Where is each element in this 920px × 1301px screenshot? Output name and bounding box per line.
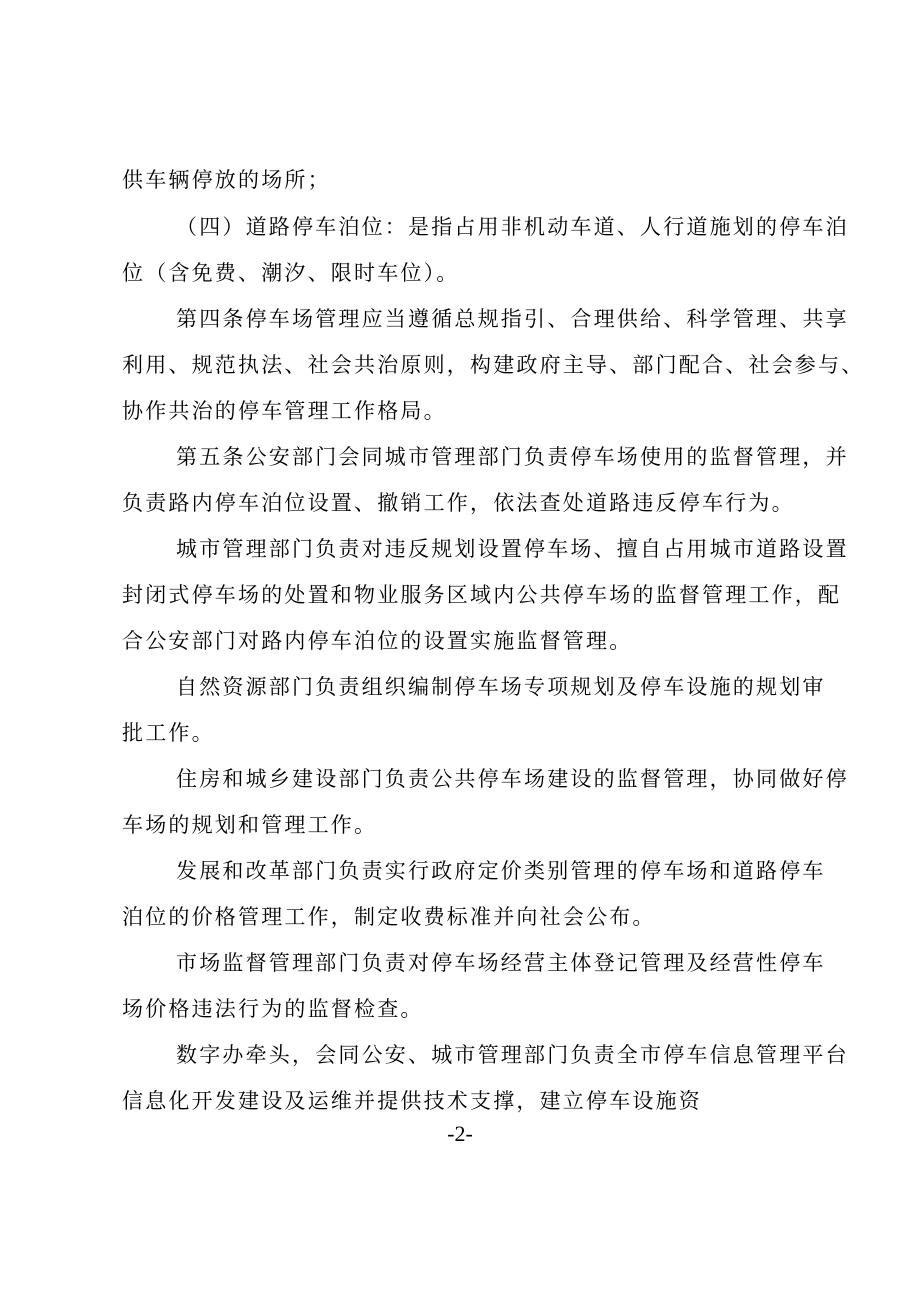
text-line: 车场的规划和管理工作。 (122, 813, 378, 837)
text-line: 批工作。 (122, 721, 215, 745)
text-line: 第四条停车场管理应当遵循总规指引、合理供给、科学管理、共享 (176, 307, 849, 331)
text-line: 信息化开发建设及运维并提供技术支撑，建立停车设施资 (122, 1089, 702, 1113)
text-line: 泊位的价格管理工作，制定收费标准并向社会公布。 (122, 905, 656, 929)
text-line: 城市管理部门负责对违反规划设置停车场、擅自占用城市道路设置 (176, 537, 849, 561)
text-line: 第五条公安部门会同城市管理部门负责停车场使用的监督管理，并 (176, 445, 849, 469)
text-line: （四）道路停车泊位：是指占用非机动车道、人行道施划的停车泊 (176, 215, 849, 239)
text-line: 利用、规范执法、社会共治原则，构建政府主导、部门配合、社会参与、 (122, 353, 865, 377)
text-line: 负责路内停车泊位设置、撤销工作，依法查处道路违反停车行为。 (122, 491, 795, 515)
text-line: 协作共治的停车管理工作格局。 (122, 399, 447, 423)
text-line: 市场监督管理部门负责对停车场经营主体登记管理及经营性停车 (176, 951, 826, 975)
text-line: 自然资源部门负责组织编制停车场专项规划及停车设施的规划审 (176, 675, 826, 699)
text-line: 发展和改革部门负责实行政府定价类别管理的停车场和道路停车 (176, 859, 826, 883)
page-number: -2- (447, 1121, 473, 1146)
text-line: 位（含免费、潮汐、限时车位）。 (122, 261, 460, 285)
text-line: 住房和城乡建设部门负责公共停车场建设的监督管理，协同做好停 (176, 767, 849, 791)
text-line: 数字办牵头，会同公安、城市管理部门负责全市停车信息管理平台 (176, 1043, 849, 1067)
text-line: 供车辆停放的场所； (122, 168, 331, 192)
text-line: 封闭式停车场的处置和物业服务区域内公共停车场的监督管理工作，配 (122, 583, 842, 607)
text-line: 合公安部门对路内停车泊位的设置实施监督管理。 (122, 629, 633, 653)
text-line: 场价格违法行为的监督检查。 (122, 997, 424, 1021)
